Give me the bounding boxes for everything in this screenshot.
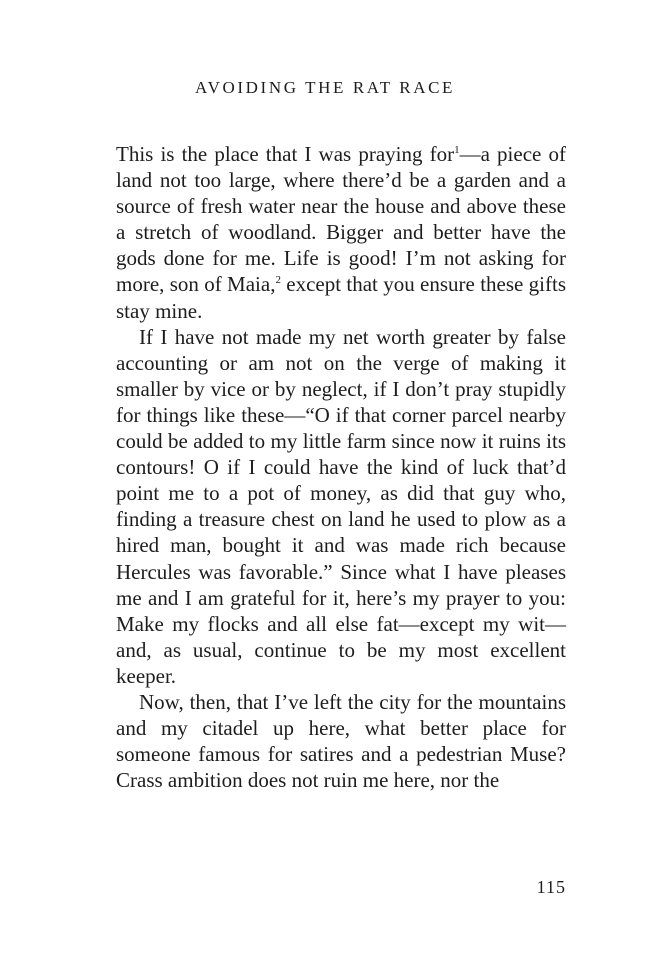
paragraph-3: Now, then, that I’ve left the city for the mountains and my citadel up here, what better place for someone famous for satires and a pedestrian Muse? Crass ambition does not ruin me here, nor the xyxy=(116,689,566,793)
paragraph-1-text-c: except that you ensure these gifts stay mine. xyxy=(116,272,566,323)
paragraph-1 xyxy=(116,141,566,324)
paragraph-2: If I have not made my net worth greater by false accounting or am not on the verge of making it smaller by vice or by neglect, if I don’t pray stupidly for things like these—“O if that corner parcel nearby could be added to my little farm since now it ruins its contours! O if I could have the kind of luck that’d point me to a pot of money, as did that guy who, finding a treasure chest on land he used to plow as a hired man, bought it and was made rich because Hercules was favorable.” Since what I have pleases me and I am grateful for it, here’s my prayer to you: Make my flocks and all else fat—except my wit—and, as usual, continue to be my most excellent keeper. xyxy=(116,324,566,688)
footnote-ref-1: 1 xyxy=(454,144,460,156)
footnote-ref-2: 2 xyxy=(275,274,281,287)
paragraph-1-text-a: This is the place that I was praying for xyxy=(116,142,455,166)
running-head: AVOIDING THE RAT RACE xyxy=(194,78,456,97)
paragraph-1-text-b: —a piece of land not too large, where there’d be a garden and a source of fresh water near the house and above these a stretch of woodland. Bigger and better have the gods done for me. Life is good! I’m not asking for more, son of Maia, xyxy=(116,142,566,297)
body-text xyxy=(116,141,566,793)
page-number: 115 xyxy=(536,877,566,897)
